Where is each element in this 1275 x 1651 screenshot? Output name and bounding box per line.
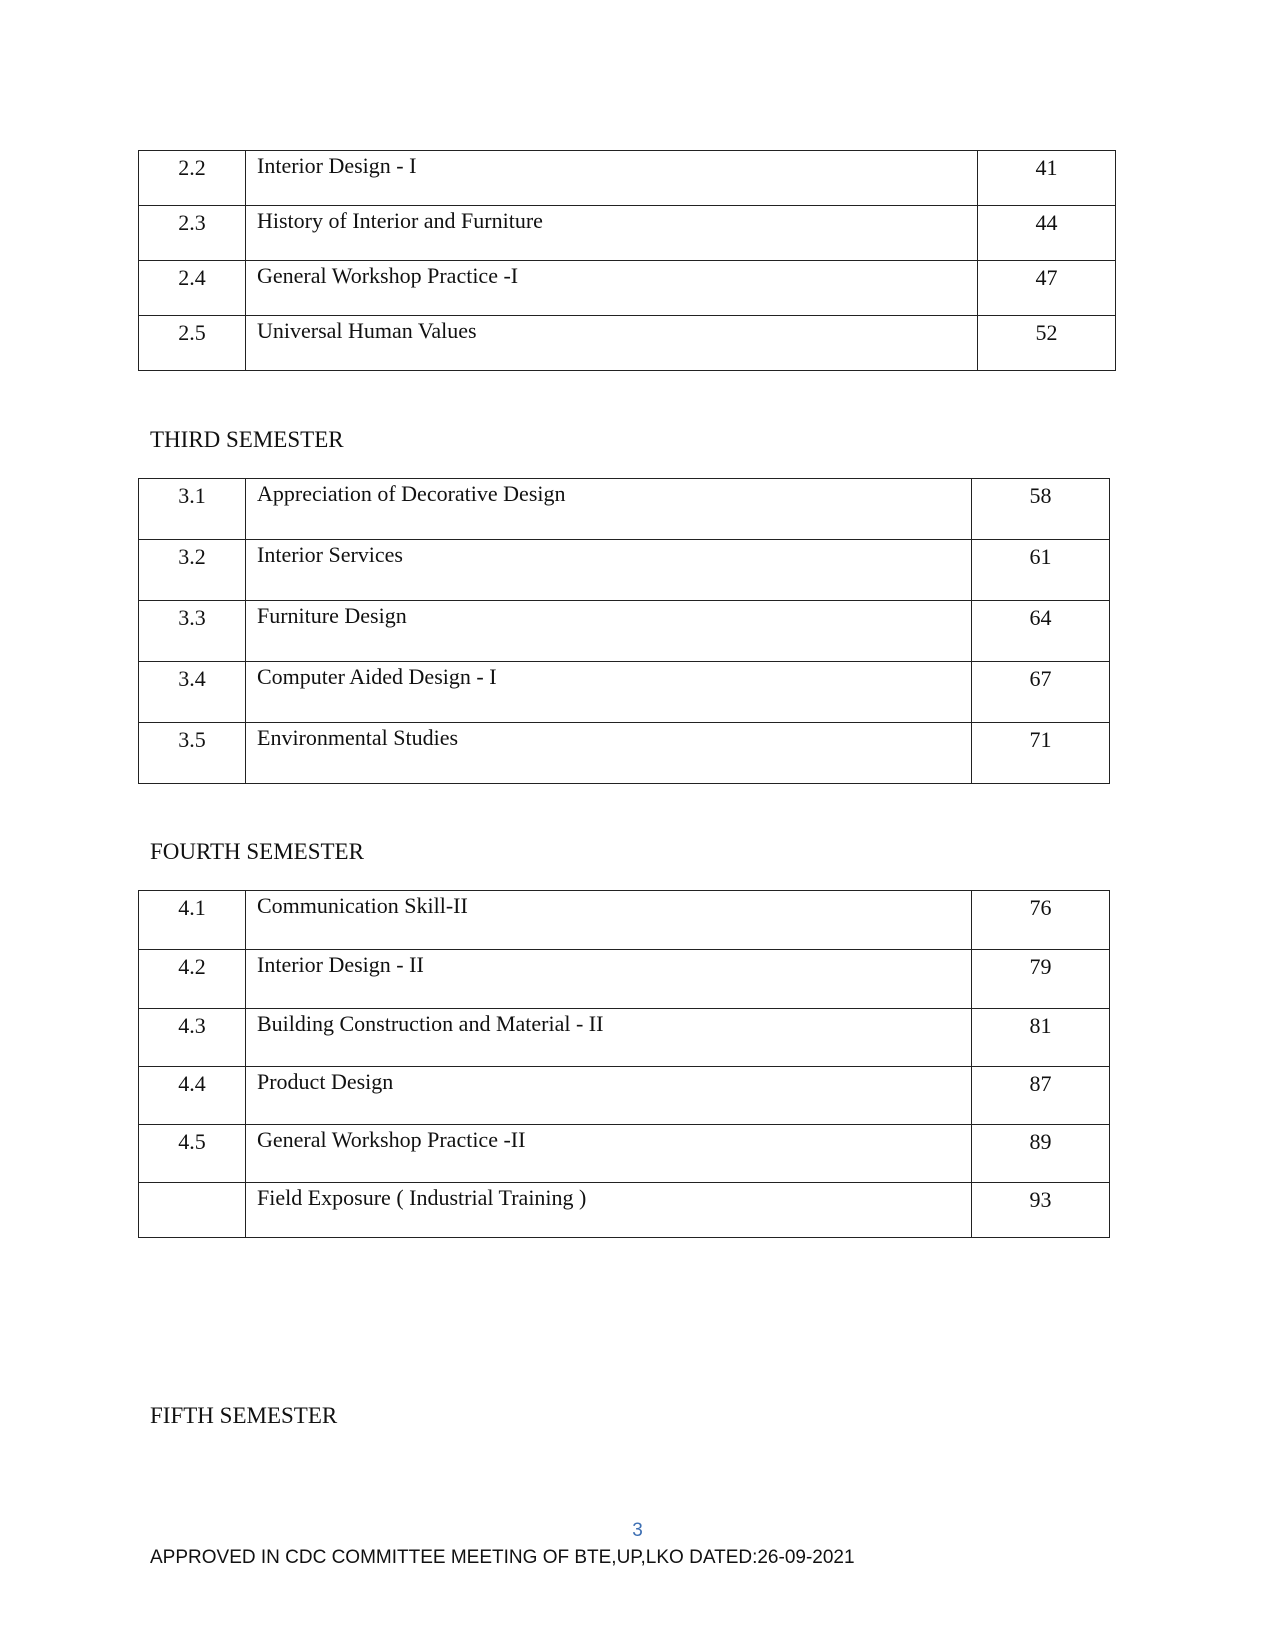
row-page: 79 (972, 950, 1110, 1009)
table-row (139, 601, 1110, 662)
semester4-table (138, 890, 1110, 1238)
row-title: Interior Design - I (246, 151, 978, 206)
row-page: 47 (978, 261, 1116, 316)
row-title: Furniture Design (246, 601, 972, 662)
row-number: 4.3 (139, 1009, 246, 1067)
table-row (139, 662, 1110, 723)
table-row (139, 1125, 1110, 1183)
table-row (139, 1067, 1110, 1125)
row-title: Communication Skill-II (246, 891, 972, 950)
table-row (139, 206, 1116, 261)
row-page: 76 (972, 891, 1110, 950)
row-page: 44 (978, 206, 1116, 261)
row-number: 4.4 (139, 1067, 246, 1125)
row-page: 61 (972, 540, 1110, 601)
row-page: 58 (972, 479, 1110, 540)
row-page: 41 (978, 151, 1116, 206)
table-row (139, 151, 1116, 206)
row-title: Building Construction and Material - II (246, 1009, 972, 1067)
row-number: 2.5 (139, 316, 246, 371)
row-title: Product Design (246, 1067, 972, 1125)
row-title: Computer Aided Design - I (246, 662, 972, 723)
page-number: 3 (632, 1520, 643, 1541)
row-title: General Workshop Practice -I (246, 261, 978, 316)
row-page: 64 (972, 601, 1110, 662)
table-row (139, 1009, 1110, 1067)
row-number: 4.2 (139, 950, 246, 1009)
row-page: 89 (972, 1125, 1110, 1183)
third-semester-heading: THIRD SEMESTER (150, 427, 344, 452)
row-page: 93 (972, 1183, 1110, 1238)
row-page: 67 (972, 662, 1110, 723)
row-number: 4.1 (139, 891, 246, 950)
table-row (139, 316, 1116, 371)
row-number: 2.2 (139, 151, 246, 206)
row-page: 81 (972, 1009, 1110, 1067)
row-page: 71 (972, 723, 1110, 784)
row-number: 3.2 (139, 540, 246, 601)
row-number: 2.4 (139, 261, 246, 316)
row-title: Environmental Studies (246, 723, 972, 784)
fifth-semester-heading: FIFTH SEMESTER (150, 1403, 338, 1428)
row-title: General Workshop Practice -II (246, 1125, 972, 1183)
row-number: 3.3 (139, 601, 246, 662)
table-row (139, 540, 1110, 601)
table-row (139, 723, 1110, 784)
semester2-table (138, 150, 1116, 371)
row-title: History of Interior and Furniture (246, 206, 978, 261)
table-row (139, 479, 1110, 540)
row-number (139, 1183, 246, 1238)
row-number: 4.5 (139, 1125, 246, 1183)
approval-footer: APPROVED IN CDC COMMITTEE MEETING OF BTE,UP,LKO DATED:26-09-2021 (150, 1547, 855, 1568)
table-row (139, 1183, 1110, 1238)
row-title: Field Exposure ( Industrial Training ) (246, 1183, 972, 1238)
row-number: 2.3 (139, 206, 246, 261)
fourth-semester-heading: FOURTH SEMESTER (150, 839, 364, 864)
row-page: 52 (978, 316, 1116, 371)
row-title: Interior Design - II (246, 950, 972, 1009)
row-title: Interior Services (246, 540, 972, 601)
semester3-table (138, 478, 1110, 784)
table-row (139, 261, 1116, 316)
row-number: 3.4 (139, 662, 246, 723)
row-number: 3.5 (139, 723, 246, 784)
row-number: 3.1 (139, 479, 246, 540)
table-row (139, 950, 1110, 1009)
row-title: Appreciation of Decorative Design (246, 479, 972, 540)
row-page: 87 (972, 1067, 1110, 1125)
table-row (139, 891, 1110, 950)
row-title: Universal Human Values (246, 316, 978, 371)
